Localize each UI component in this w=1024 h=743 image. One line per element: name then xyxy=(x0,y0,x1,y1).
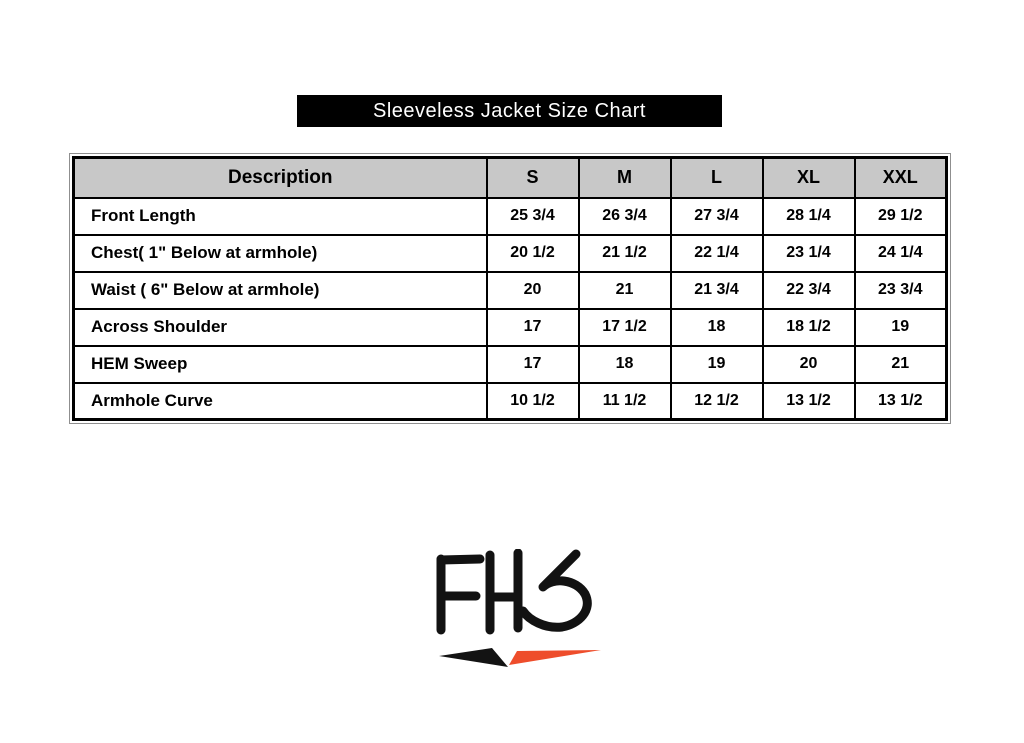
letter-f-top xyxy=(441,559,480,560)
swoosh-black-wing xyxy=(439,648,508,667)
cell-value: 21 1/2 xyxy=(579,235,671,272)
header-row xyxy=(74,158,947,198)
cell-value: 21 xyxy=(579,272,671,309)
row-label: HEM Sweep xyxy=(74,346,487,383)
cell-value: 13 1/2 xyxy=(855,383,947,420)
cell-value: 21 3/4 xyxy=(671,272,763,309)
cell-value: 29 1/2 xyxy=(855,198,947,235)
cell-value: 21 xyxy=(855,346,947,383)
logo-swoosh xyxy=(435,639,605,671)
cell-value: 19 xyxy=(671,346,763,383)
cell-value: 24 1/4 xyxy=(855,235,947,272)
column-header-xxl: XXL xyxy=(855,158,947,198)
cell-value: 28 1/4 xyxy=(763,198,855,235)
table-row xyxy=(74,346,947,383)
cell-value: 20 xyxy=(763,346,855,383)
page-title: Sleeveless Jacket Size Chart xyxy=(372,99,646,122)
cell-value: 17 1/2 xyxy=(579,309,671,346)
cell-value: 13 1/2 xyxy=(763,383,855,420)
cell-value: 18 xyxy=(671,309,763,346)
row-label: Front Length xyxy=(74,198,487,235)
swoosh-orange-wing xyxy=(509,650,601,665)
column-header-xl: XL xyxy=(763,158,855,198)
cell-value: 26 3/4 xyxy=(579,198,671,235)
cell-value: 27 3/4 xyxy=(671,198,763,235)
table-row xyxy=(74,198,947,235)
table-row xyxy=(74,309,947,346)
table-row xyxy=(74,235,947,272)
cell-value: 11 1/2 xyxy=(579,383,671,420)
table-row xyxy=(74,272,947,309)
fhs-logo-lettering xyxy=(430,549,595,637)
cell-value: 18 xyxy=(579,346,671,383)
table-row xyxy=(74,383,947,420)
cell-value: 22 1/4 xyxy=(671,235,763,272)
cell-value: 17 xyxy=(487,346,579,383)
column-header-m: M xyxy=(579,158,671,198)
column-header-s: S xyxy=(487,158,579,198)
cell-value: 20 xyxy=(487,272,579,309)
cell-value: 19 xyxy=(855,309,947,346)
row-label: Chest( 1" Below at armhole) xyxy=(74,235,487,272)
cell-value: 12 1/2 xyxy=(671,383,763,420)
cell-value: 17 xyxy=(487,309,579,346)
row-label: Armhole Curve xyxy=(74,383,487,420)
cell-value: 18 1/2 xyxy=(763,309,855,346)
cell-value: 25 3/4 xyxy=(487,198,579,235)
cell-value: 23 3/4 xyxy=(855,272,947,309)
column-header-description: Description xyxy=(74,158,487,198)
cell-value: 10 1/2 xyxy=(487,383,579,420)
cell-value: 23 1/4 xyxy=(763,235,855,272)
title-banner xyxy=(297,95,722,127)
row-label: Across Shoulder xyxy=(74,309,487,346)
letter-s xyxy=(523,554,587,627)
cell-value: 22 3/4 xyxy=(763,272,855,309)
cell-value: 20 1/2 xyxy=(487,235,579,272)
row-label: Waist ( 6" Below at armhole) xyxy=(74,272,487,309)
column-header-l: L xyxy=(671,158,763,198)
fhs-letter-strokes xyxy=(441,553,587,630)
size-chart-table xyxy=(72,156,948,421)
